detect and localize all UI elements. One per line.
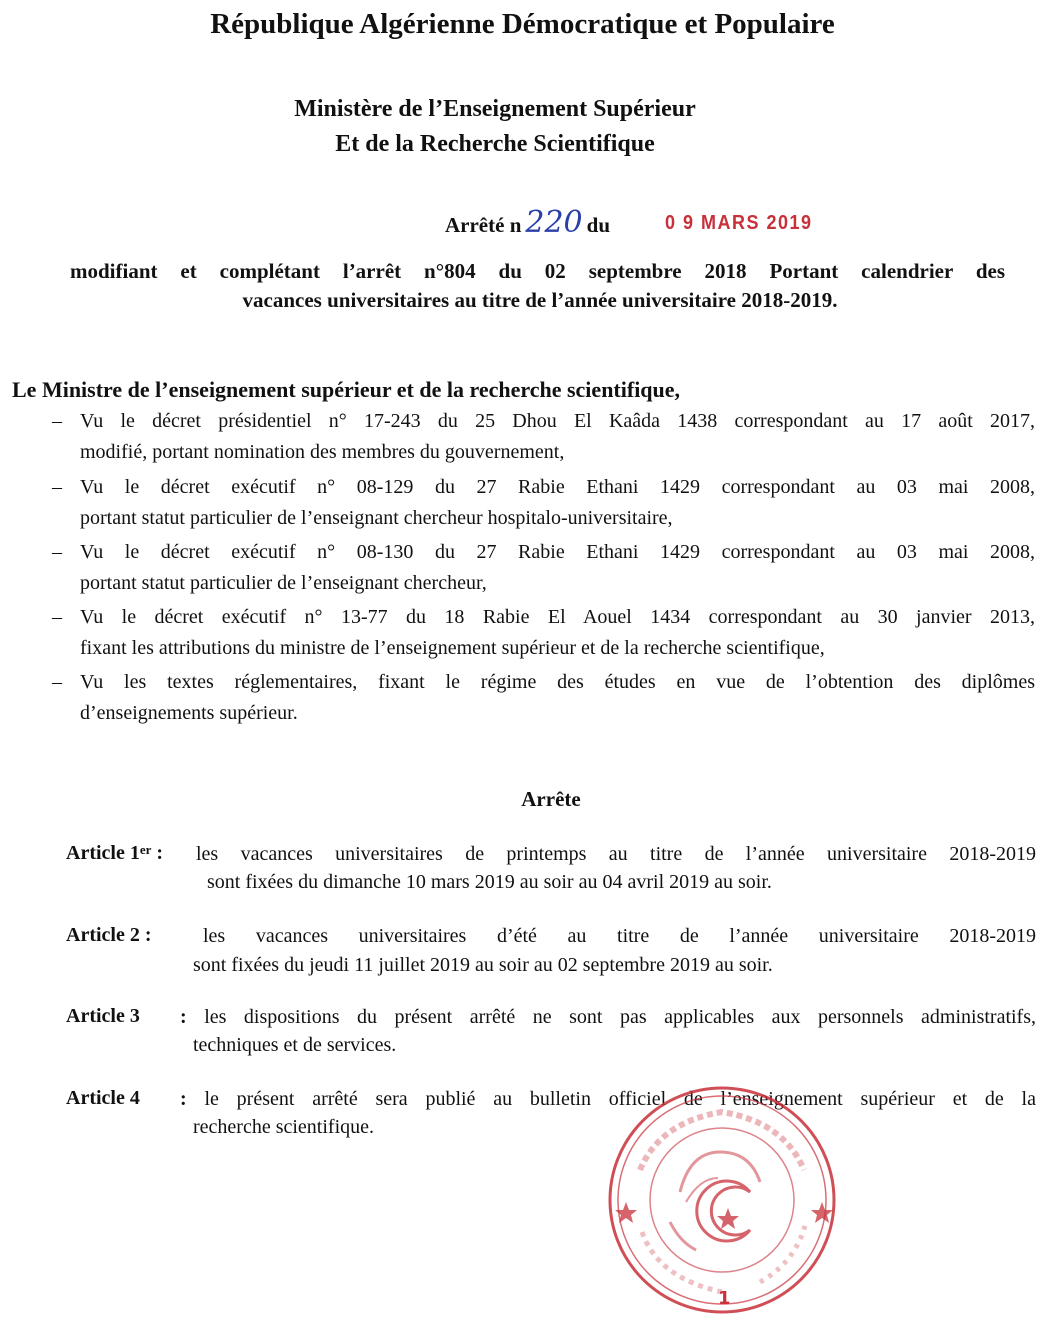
article-text-line-2: sont fixées du jeudi 11 juillet 2019 au soir au 02 septembre 2019 au soir. <box>193 954 773 976</box>
visa-line-1: Vu le décret présidentiel n° 17-243 du 25 Dhou El Kaâda 1438 correspondant au 17 août 2017, <box>80 410 1035 432</box>
arrete-heading: Arrête <box>521 787 581 811</box>
visa-item <box>52 667 1035 729</box>
article-label-sup: er <box>139 842 152 857</box>
visa-line-1: Vu les textes réglementaires, fixant le régime des études en vue de l’obtention des diplômes <box>80 671 1035 693</box>
article-label: Article 2 : <box>66 924 152 946</box>
article-text-line-2: sont fixées du dimanche 10 mars 2019 au soir au 04 avril 2019 au soir. <box>207 871 772 893</box>
list-dash: – <box>52 476 62 498</box>
article-label-text: Article 1 <box>66 842 140 864</box>
article-label: Article 3 <box>66 1005 140 1027</box>
visa-line-1: Vu le décret exécutif n° 13-77 du 18 Rabie El Aouel 1434 correspondant au 30 janvier 2013, <box>80 606 1035 628</box>
ministry-line-1: Ministère de l’Enseignement Supérieur <box>294 96 696 122</box>
date-stamp: 0 9 MARS 2019 <box>665 210 813 234</box>
article-colon: : <box>180 1006 187 1028</box>
visa-item <box>52 602 1035 664</box>
decree-subject-line-1: modifiant et complétant l’arrêt n°804 du 02 septembre 2018 Portant calendrier des <box>70 259 1005 283</box>
article-text: le présent arrêté sera publié au bulletin officiel de l’enseignement supérieur et de la <box>204 1088 1036 1110</box>
article-text-line-1: les vacances universitaires de printemps au titre de l’année universitaire 2018-2019 <box>196 843 1036 865</box>
republic-title: République Algérienne Démocratique et Populaire <box>210 8 835 40</box>
list-dash: – <box>52 606 62 628</box>
visa-line-2: portant statut particulier de l’enseignant chercheur, <box>80 572 487 594</box>
visa-line-2: fixant les attributions du ministre de l’enseignement supérieur et de la recherche scientifique, <box>80 637 825 659</box>
article-text-line-2: recherche scientifique. <box>193 1116 375 1138</box>
visa-item <box>52 472 1035 534</box>
article-text-line-1 <box>180 1003 1036 1032</box>
list-dash: – <box>52 671 62 693</box>
list-dash: – <box>52 410 62 432</box>
visa-item <box>52 537 1035 599</box>
article-label <box>66 839 163 868</box>
visa-line-2: portant statut particulier de l’enseignant chercheur hospitalo-universitaire, <box>80 507 673 529</box>
visa-line-2: d’enseignements supérieur. <box>80 702 298 724</box>
visa-item <box>52 406 1035 468</box>
article-label-colon: : <box>151 842 164 864</box>
article-text: les dispositions du présent arrêté ne sont pas applicables aux personnels administratifs, <box>204 1006 1037 1028</box>
seal-number: 1 <box>718 1288 731 1309</box>
article-text-line-2: techniques et de services. <box>193 1034 397 1056</box>
visa-line-2: modifié, portant nomination des membres du gouvernement, <box>80 441 565 463</box>
minister-line: Le Ministre de l’enseignement supérieur et de la recherche scientifique, <box>12 377 681 402</box>
official-seal-icon <box>600 1082 850 1320</box>
list-dash: – <box>52 541 62 563</box>
decree-du-label: du <box>586 213 610 237</box>
article-label: Article 4 <box>66 1087 140 1109</box>
article-text-line-1: les vacances universitaires d’été au titre de l’année universitaire 2018-2019 <box>203 925 1036 947</box>
decree-subject-line-2: vacances universitaires au titre de l’année universitaire 2018-2019. <box>242 288 838 312</box>
visa-line-1: Vu le décret exécutif n° 08-130 du 27 Rabie Ethani 1429 correspondant au 03 mai 2008, <box>80 541 1035 563</box>
ministry-line-2: Et de la Recherche Scientifique <box>335 131 655 157</box>
article-colon: : <box>180 1088 187 1110</box>
visa-line-1: Vu le décret exécutif n° 08-129 du 27 Rabie Ethani 1429 correspondant au 03 mai 2008, <box>80 476 1035 498</box>
decree-number-handwritten: 220 <box>525 205 583 240</box>
decree-prefix: Arrêté n <box>445 213 522 237</box>
decree-number-line <box>445 205 610 240</box>
